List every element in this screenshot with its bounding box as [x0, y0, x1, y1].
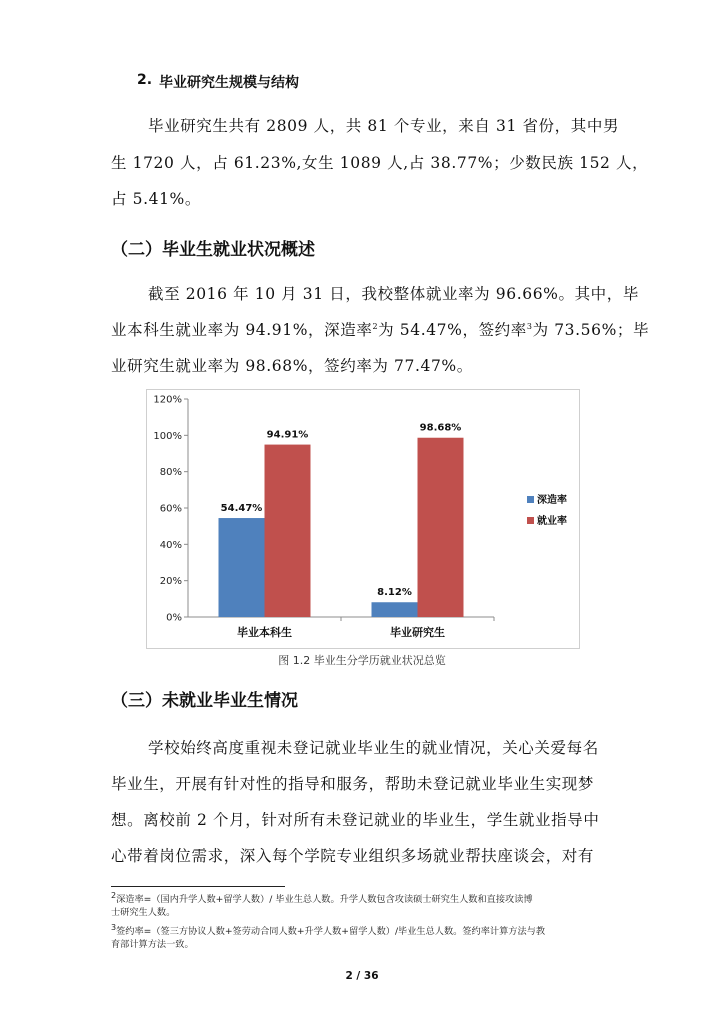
data-label: 98.68%	[419, 422, 462, 434]
footnote-3-text-cont: 育部计算方法一致。	[111, 939, 194, 950]
para3-line1: 学校始终高度重视未登记就业毕业生的就业情况，关心关爱每名	[148, 739, 599, 757]
para3-line2: 毕业生，开展有针对性的指导和服务，帮助未登记就业毕业生实现梦	[111, 775, 595, 793]
footnote-3-text: 签约率=（签三方协议人数+签劳动合同人数+升学人数+留学人数）/毕业生总人数。签约率计算方法与教	[116, 926, 546, 937]
para2-text-c: 为 73.56%；毕	[532, 321, 650, 339]
legend-label: 就业率	[537, 516, 567, 527]
bar	[219, 518, 265, 617]
y-tick-label: 0%	[166, 612, 182, 624]
data-label: 8.12%	[377, 587, 412, 599]
para1-line3: 占 5.41%。	[111, 190, 201, 208]
bar-chart	[146, 389, 580, 649]
para3-line3: 想。离校前 2 个月，针对所有未登记就业的毕业生，学生就业指导中	[111, 811, 600, 829]
figure-caption: 图 1.2 毕业生分学历就业状况总览	[278, 654, 446, 667]
footnote-ref-2[interactable]: 2	[372, 321, 379, 331]
section-title: 毕业研究生规模与结构	[159, 75, 299, 91]
data-label: 54.47%	[220, 503, 263, 515]
y-tick-label: 60%	[159, 503, 182, 515]
bar	[418, 438, 464, 617]
category-label: 毕业研究生	[390, 626, 445, 639]
legend-label: 深造率	[537, 495, 567, 506]
category-label: 毕业本科生	[237, 626, 292, 639]
footnote-3	[111, 922, 611, 951]
para2-line3: 业研究生就业率为 98.68%，签约率为 77.47%。	[111, 357, 473, 375]
para2-line1: 截至 2016 年 10 月 31 日，我校整体就业率为 96.66%。其中，毕	[148, 285, 639, 303]
bar	[372, 602, 418, 617]
para1-line1: 毕业研究生共有 2809 人，共 81 个专业，来自 31 省份，其中男	[148, 117, 620, 135]
footnote-2-mark: 2	[111, 890, 117, 900]
y-tick-label: 40%	[159, 539, 182, 551]
section-number: 2.	[137, 72, 153, 88]
footnote-ref-3[interactable]: 3	[526, 321, 533, 331]
y-tick-label: 80%	[159, 467, 182, 479]
legend-swatch	[527, 496, 534, 503]
para2-text-a: 业本科生就业率为 94.91%，深造率	[111, 321, 373, 339]
y-tick-label: 120%	[153, 394, 182, 406]
y-tick-label: 20%	[159, 576, 182, 588]
page-number: 2 / 36	[345, 970, 379, 982]
legend-swatch	[527, 517, 534, 524]
para1-line2: 生 1720 人，占 61.23%,女生 1089 人,占 38.77%；少数民族 152 人，	[111, 154, 649, 172]
para3-line4: 心带着岗位需求，深入每个学院专业组织多场就业帮扶座谈会，对有	[111, 847, 595, 865]
bar	[265, 445, 311, 617]
footnote-2	[111, 890, 611, 919]
data-label: 94.91%	[266, 429, 309, 441]
footnote-3-mark: 3	[111, 922, 117, 932]
y-tick-label: 100%	[153, 430, 182, 442]
heading-employment-overview: （二）毕业生就业状况概述	[111, 240, 315, 260]
footnote-separator	[111, 886, 285, 887]
para2-text-b: 为 54.47%，签约率	[378, 321, 527, 339]
para2-line2	[111, 312, 649, 348]
footnote-2-text: 深造率=（国内升学人数+留学人数）/ 毕业生总人数。升学人数包含攻读硕士研究生人数和直接攻读博	[116, 894, 533, 905]
heading-unemployed-graduates: （三）未就业毕业生情况	[111, 691, 298, 711]
footnote-2-text-cont: 士研究生人数。	[111, 907, 176, 918]
